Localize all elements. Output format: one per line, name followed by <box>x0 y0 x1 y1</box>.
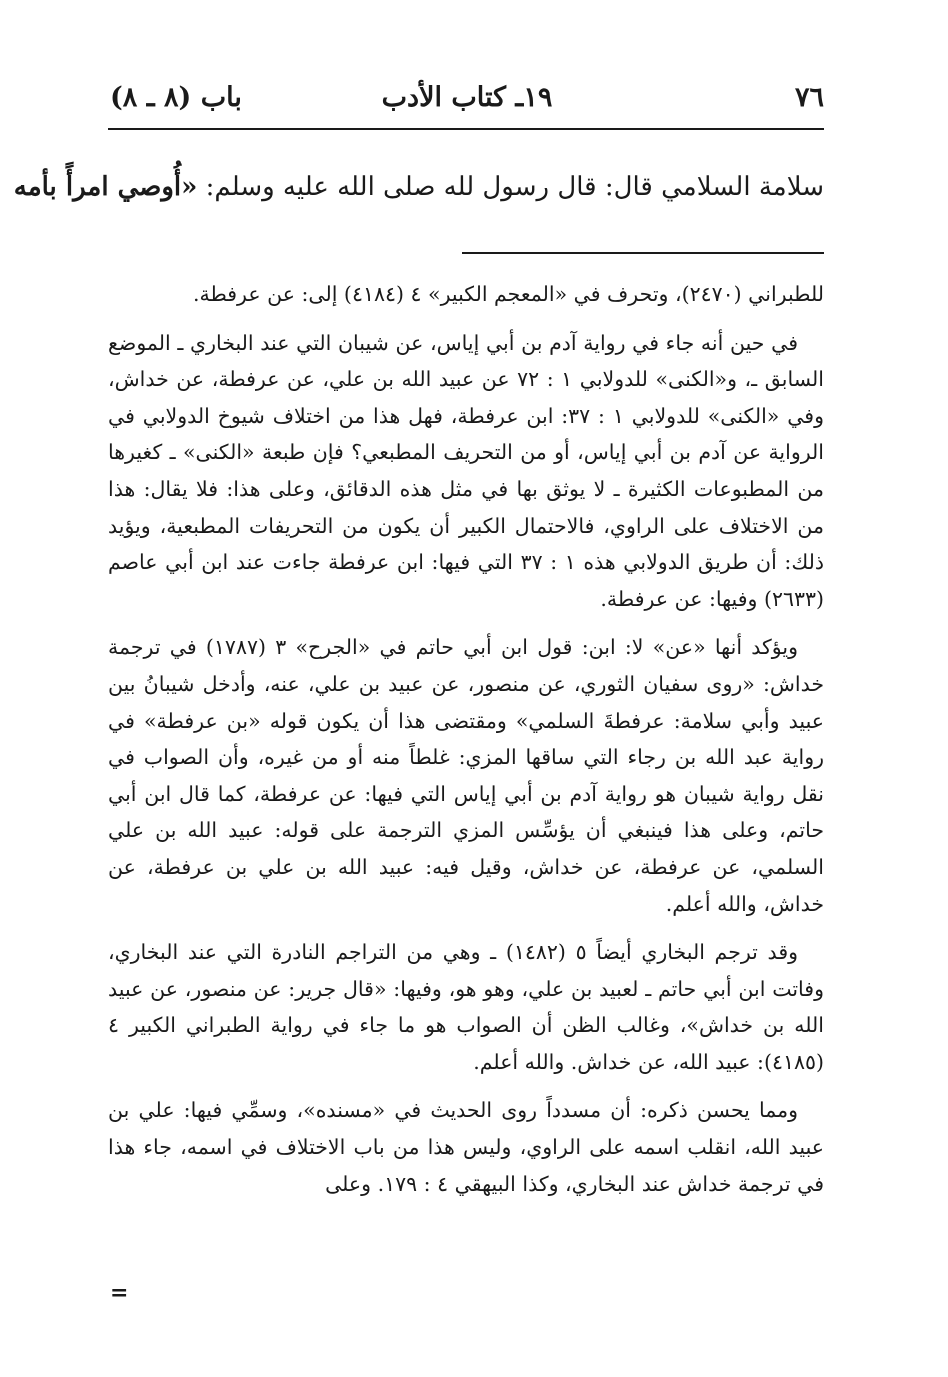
footnote-paragraph: في حين أنه جاء في رواية آدم بن أبي إياس، عن شيبان التي عند البخاري ـ الموضع السابق ـ، و«الكنى» للدولابي ١ : ٧٢ عن عبيد الله بن علي، عن عرفطة، عن خداش، وفي «الكنى» للدولابي ١ : ٣٧: ابن عرفطة، فهل هذا من اختلاف شيوخ الدولابي في الرواية عن آدم بن أبي إياس، أو من التحريف المطبعي؟ فإن طبعة «الكنى» ـ كغيرها من المطبوعات الكثيرة ـ لا يوثق بها في مثل هذه الدقائق، وعلى هذا: فلا يقال: هذا من الاختلاف على الراوي، فالاحتمال الكبير أن يكون من التحريفات المطبعية، ويؤيد ذلك: أن طريق الدولابي هذه ١ : ٣٧ التي فيها: ابن عرفطة جاءت عند ابن أبي عاصم (٢٦٣٣) وفيها: عن عرفطة. <box>108 330 824 611</box>
footnote-paragraph: ومما يحسن ذكره: أن مسدداً روى الحديث في «مسنده»، وسمِّي فيها: علي بن عبيد الله، انقلب اسمه على الراوي، وليس هذا من باب الاختلاف في اسمه، جاء هذا في ترجمة خداش عند البخاري، وكذا البيهقي ٤ : ١٧٩. وعلى <box>108 1098 824 1196</box>
footnotes <box>108 276 824 1214</box>
footnote-divider <box>462 252 824 254</box>
header-divider <box>108 128 824 130</box>
main-text-line <box>13 168 824 206</box>
page-number: ٧٦ <box>794 82 824 113</box>
footnote-continued-line: للطبراني (٢٤٧٠)، وتحرف في «المعجم الكبير» ٤ (٤١٨٤) إلى: عن عرفطة. <box>192 282 824 306</box>
book-title: ١٩ـ كتاب الأدب <box>381 82 553 113</box>
page-header <box>110 82 824 122</box>
footnote-paragraph: ويؤكد أنها «عن» لا: ابن: قول ابن أبي حاتم في «الجرح» ٣ (١٧٨٧) في ترجمة خداش: «روى سفيان الثوري، عن منصور، عن عبيد بن علي، عنه، وأدخل شيبانُ بين عبيد وأبي سلامة: عرفطةَ السلمي» ومقتضى هذا أن يكون قوله «بن عرفطة» في رواية عبد الله بن رجاء التي ساقها المزي: غلطاً منه أو من غيره، وأن الصواب في نقل رواية شيبان هو رواية آدم بن أبي إياس التي فيها: عن عرفطة، كما قال ابن أبي حاتم، وعلى هذا فينبغي أن يؤسِّس المزي الترجمة على قوله: عبيد الله بن علي السلمي، عن عرفطة، عن خداش، وقيل فيه: عبيد الله بن علي بن عرفطة، عن خداش، والله أعلم. <box>108 635 824 916</box>
continuation-mark: = <box>110 1280 129 1306</box>
footnote-paragraph: وقد ترجم البخاري أيضاً ٥ (١٤٨٢) ـ وهي من التراجم النادرة التي عند البخاري، وفاتت ابن أبي حاتم ـ لعبيد بن علي، وهو هو، وفيها: «قال جرير: عن منصور، عن عبيد الله بن خداش»، وغالب الظن أن الصواب هو ما جاء في رواية الطبراني الكبير ٤ (٤١٨٥): عبيد الله، عن خداش. والله أعلم. <box>108 940 824 1074</box>
main-text-plain: سلامة السلامي قال: قال رسول لله صلى الله عليه وسلم: <box>197 172 824 202</box>
chapter-reference: باب (٨ ـ ٨) <box>110 82 242 113</box>
main-text-hadith: «أُوصي امرأً بأمه <box>13 172 198 202</box>
